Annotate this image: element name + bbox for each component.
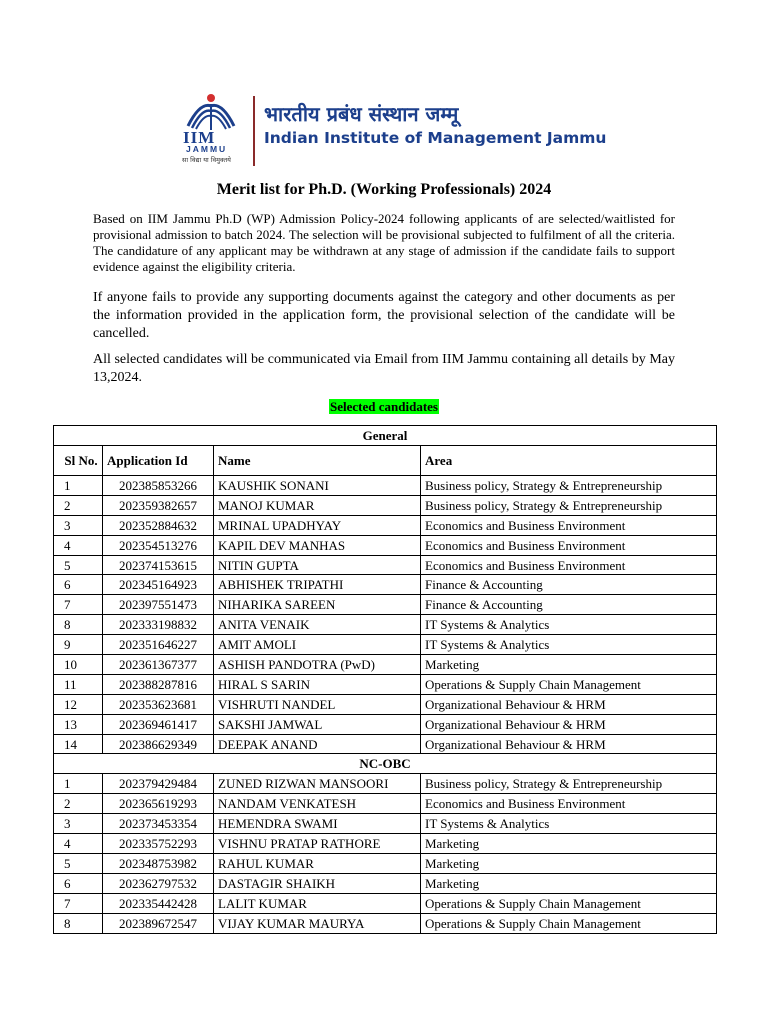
table-row (54, 535, 717, 555)
cell-application-id: 202388287816 (103, 674, 214, 694)
institute-name-hindi: भारतीय प्रबंध संस्थान जम्मू (264, 102, 459, 126)
documents-paragraph: If anyone fails to provide any supporting documents against the category and other documents as per the information provided in the application form, the provisional selection of the candidate will be cancelled. (93, 290, 675, 341)
cell-area: Economics and Business Environment (421, 555, 717, 575)
header-application-id: Application Id (103, 446, 214, 476)
cell-sl-no: 7 (54, 893, 103, 913)
table-row (54, 555, 717, 575)
cell-area: Economics and Business Environment (421, 515, 717, 535)
cell-application-id: 202354513276 (103, 535, 214, 555)
cell-sl-no: 11 (54, 674, 103, 694)
cell-area: Finance & Accounting (421, 575, 717, 595)
cell-sl-no: 6 (54, 873, 103, 893)
emblem-icon (180, 92, 242, 132)
cell-application-id: 202333198832 (103, 615, 214, 635)
cell-sl-no: 2 (54, 495, 103, 515)
cell-application-id: 202353623681 (103, 694, 214, 714)
section-row-nc-obc (54, 754, 717, 774)
page-title: Merit list for Ph.D. (Working Professionals) 2024 (216, 181, 552, 198)
cell-name: NITIN GUPTA (214, 555, 421, 575)
table-row (54, 873, 717, 893)
table-row (54, 734, 717, 754)
cell-area: Operations & Supply Chain Management (421, 893, 717, 913)
table-row (54, 515, 717, 535)
cell-name: HEMENDRA SWAMI (214, 814, 421, 834)
table-row (54, 913, 717, 933)
cell-name: DASTAGIR SHAIKH (214, 873, 421, 893)
cell-area: Operations & Supply Chain Management (421, 674, 717, 694)
emblem-jammu-text: JAMMU (186, 144, 228, 154)
table-row (54, 615, 717, 635)
cell-application-id: 202351646227 (103, 635, 214, 655)
intro-paragraph: Based on IIM Jammu Ph.D (WP) Admission Policy-2024 following applicants of are selected/waitlisted for provisional admission to batch 2024. The selection will be provisional subjected to fulfilment of all the criteria. The candidature of any applicant may be withdrawn at any stage of admission if the candidate fails to support evidence against the eligibility criteria. (93, 211, 675, 274)
cell-area: Business policy, Strategy & Entrepreneurship (421, 495, 717, 515)
cell-name: ASHISH PANDOTRA (PwD) (214, 655, 421, 675)
cell-name: ZUNED RIZWAN MANSOORI (214, 774, 421, 794)
cell-area: Organizational Behaviour & HRM (421, 694, 717, 714)
cell-application-id: 202373453354 (103, 814, 214, 834)
cell-area: Organizational Behaviour & HRM (421, 714, 717, 734)
cell-application-id: 202352884632 (103, 515, 214, 535)
cell-sl-no: 3 (54, 515, 103, 535)
table-row (54, 834, 717, 854)
cell-sl-no: 7 (54, 595, 103, 615)
table-row (54, 575, 717, 595)
cell-sl-no: 9 (54, 635, 103, 655)
cell-sl-no: 4 (54, 834, 103, 854)
cell-area: Marketing (421, 655, 717, 675)
cell-area: Marketing (421, 834, 717, 854)
cell-area: Marketing (421, 873, 717, 893)
communication-paragraph: All selected candidates will be communicated via Email from IIM Jammu containing all details by May 13,2024. (93, 352, 675, 385)
cell-name: KAPIL DEV MANHAS (214, 535, 421, 555)
table-row (54, 794, 717, 814)
table-row (54, 774, 717, 794)
table-row (54, 854, 717, 874)
cell-area: IT Systems & Analytics (421, 635, 717, 655)
section-title: NC-OBC (54, 754, 717, 774)
cell-name: VISHNU PRATAP RATHORE (214, 834, 421, 854)
cell-area: Finance & Accounting (421, 595, 717, 615)
cell-application-id: 202359382657 (103, 495, 214, 515)
section-title: General (54, 426, 717, 446)
cell-sl-no: 12 (54, 694, 103, 714)
cell-application-id: 202369461417 (103, 714, 214, 734)
cell-application-id: 202361367377 (103, 655, 214, 675)
cell-application-id: 202335752293 (103, 834, 214, 854)
table-row (54, 893, 717, 913)
institute-logo (180, 92, 607, 172)
cell-sl-no: 4 (54, 535, 103, 555)
cell-area: Economics and Business Environment (421, 535, 717, 555)
selected-candidates-label: Selected candidates (330, 399, 438, 414)
cell-area: IT Systems & Analytics (421, 814, 717, 834)
cell-application-id: 202379429484 (103, 774, 214, 794)
header-area: Area (421, 446, 717, 476)
cell-area: Business policy, Strategy & Entrepreneurship (421, 476, 717, 496)
cell-name: NANDAM VENKATESH (214, 794, 421, 814)
cell-area: IT Systems & Analytics (421, 615, 717, 635)
table-row (54, 814, 717, 834)
cell-sl-no: 13 (54, 714, 103, 734)
cell-application-id: 202365619293 (103, 794, 214, 814)
cell-application-id: 202348753982 (103, 854, 214, 874)
table-row (54, 655, 717, 675)
header-sl-no: Sl No. (54, 446, 103, 476)
cell-sl-no: 2 (54, 794, 103, 814)
cell-area: Marketing (421, 854, 717, 874)
cell-application-id: 202335442428 (103, 893, 214, 913)
cell-sl-no: 1 (54, 774, 103, 794)
cell-name: SAKSHI JAMWAL (214, 714, 421, 734)
cell-name: VISHRUTI NANDEL (214, 694, 421, 714)
cell-sl-no: 5 (54, 854, 103, 874)
logo-divider (253, 96, 255, 166)
cell-sl-no: 3 (54, 814, 103, 834)
cell-name: ABHISHEK TRIPATHI (214, 575, 421, 595)
table-row (54, 495, 717, 515)
cell-name: LALIT KUMAR (214, 893, 421, 913)
cell-sl-no: 5 (54, 555, 103, 575)
table-row (54, 635, 717, 655)
cell-sl-no: 14 (54, 734, 103, 754)
cell-name: MRINAL UPADHYAY (214, 515, 421, 535)
cell-name: KAUSHIK SONANI (214, 476, 421, 496)
cell-name: DEEPAK ANAND (214, 734, 421, 754)
cell-name: ANITA VENAIK (214, 615, 421, 635)
cell-name: RAHUL KUMAR (214, 854, 421, 874)
cell-area: Business policy, Strategy & Entrepreneurship (421, 774, 717, 794)
section-row-general (54, 426, 717, 446)
cell-sl-no: 6 (54, 575, 103, 595)
table-header-row (54, 446, 717, 476)
cell-sl-no: 1 (54, 476, 103, 496)
iim-jammu-emblem (180, 92, 242, 166)
cell-name: HIRAL S SARIN (214, 674, 421, 694)
header-name: Name (214, 446, 421, 476)
cell-name: NIHARIKA SAREEN (214, 595, 421, 615)
cell-name: MANOJ KUMAR (214, 495, 421, 515)
cell-area: Organizational Behaviour & HRM (421, 734, 717, 754)
selected-candidates-heading (0, 398, 768, 416)
emblem-iim-text: IIM (183, 128, 216, 147)
cell-sl-no: 8 (54, 913, 103, 933)
table-row (54, 595, 717, 615)
cell-application-id: 202386629349 (103, 734, 214, 754)
cell-application-id: 202397551473 (103, 595, 214, 615)
cell-name: VIJAY KUMAR MAURYA (214, 913, 421, 933)
cell-application-id: 202362797532 (103, 873, 214, 893)
cell-application-id: 202385853266 (103, 476, 214, 496)
cell-area: Economics and Business Environment (421, 794, 717, 814)
table-row (54, 674, 717, 694)
cell-application-id: 202389672547 (103, 913, 214, 933)
merit-list-table (53, 425, 717, 934)
table-row (54, 714, 717, 734)
emblem-motto: सा विद्या या विमुक्तये (182, 156, 231, 164)
cell-sl-no: 8 (54, 615, 103, 635)
table-row (54, 694, 717, 714)
cell-application-id: 202374153615 (103, 555, 214, 575)
cell-area: Operations & Supply Chain Management (421, 913, 717, 933)
institute-name-english: Indian Institute of Management Jammu (264, 129, 607, 147)
cell-application-id: 202345164923 (103, 575, 214, 595)
cell-name: AMIT AMOLI (214, 635, 421, 655)
table-row (54, 476, 717, 496)
cell-sl-no: 10 (54, 655, 103, 675)
